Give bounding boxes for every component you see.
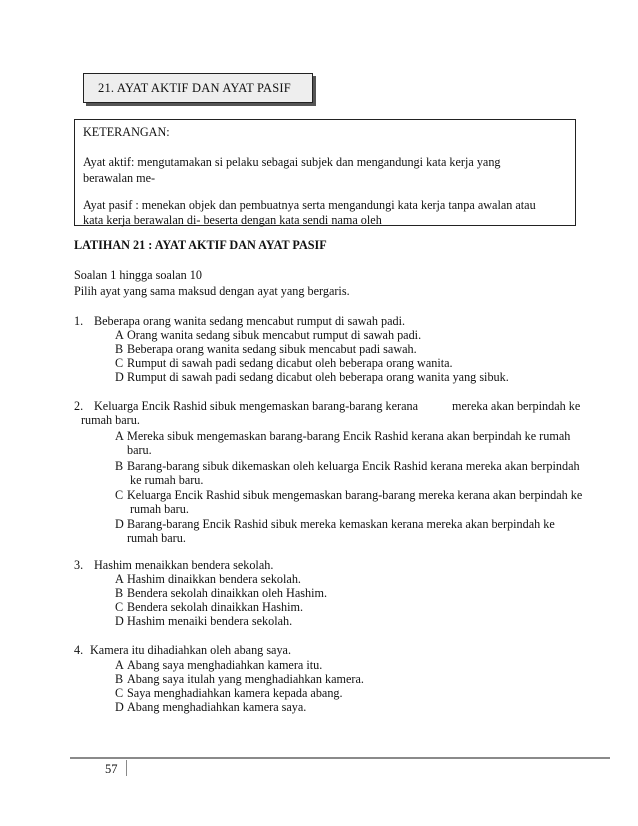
option-text: Mereka sibuk mengemaskan barang-barang Encik Rashid kerana akan berpindah ke rumah: [127, 429, 571, 443]
option-text: Abang menghadiahkan kamera saya.: [127, 700, 307, 714]
option-text: Abang saya itulah yang menghadiahkan kamera.: [127, 672, 364, 686]
option-text-cont: baru.: [127, 443, 152, 457]
option-text: Rumput di sawah padi sedang dicabut oleh beberapa orang wanita.: [127, 356, 453, 370]
option-letter: C: [115, 686, 124, 700]
option-text: Hashim menaiki bendera sekolah.: [127, 614, 293, 628]
question-4-number: 4.: [74, 643, 84, 657]
option-letter: B: [115, 342, 124, 356]
option-letter: D: [115, 700, 124, 714]
option-text: Rumput di sawah padi sedang dicabut oleh beberapa orang wanita yang sibuk.: [127, 370, 509, 384]
option-letter: C: [115, 488, 124, 502]
option-text-cont: ke rumah baru.: [130, 473, 204, 487]
page-number-separator: [126, 760, 127, 776]
explanation-heading: KETERANGAN:: [83, 125, 170, 139]
option-text: Keluarga Encik Rashid sibuk mengemaskan barang-barang mereka kerana akan berpindah ke: [127, 488, 583, 502]
question-2-stem-line1: Keluarga Encik Rashid sibuk mengemaskan barang-barang kerana: [94, 399, 418, 413]
option-letter: A: [115, 328, 124, 342]
question-4-stem: Kamera itu dihadiahkan oleh abang saya.: [90, 643, 292, 657]
question-2-number: 2.: [74, 399, 84, 413]
question-1-number: 1.: [74, 314, 84, 328]
option-text: Abang saya menghadiahkan kamera itu.: [127, 658, 323, 672]
option-text: Bendera sekolah dinaikkan Hashim.: [127, 600, 303, 614]
exercise-range: Soalan 1 hingga soalan 10: [74, 268, 202, 282]
exercise-instruction: Pilih ayat yang sama maksud dengan ayat yang bergaris.: [74, 284, 350, 298]
option-text: Barang-barang sibuk dikemaskan oleh keluarga Encik Rashid kerana mereka akan berpindah: [127, 459, 580, 473]
option-text: Orang wanita sedang sibuk mencabut rumput di sawah padi.: [127, 328, 422, 342]
question-3-number: 3.: [74, 558, 84, 572]
option-letter: A: [115, 572, 124, 586]
option-letter: C: [115, 600, 124, 614]
option-text-cont: rumah baru.: [130, 502, 189, 516]
option-letter: D: [115, 614, 124, 628]
page-number: 57: [105, 762, 118, 776]
question-1-stem: Beberapa orang wanita sedang mencabut rumput di sawah padi.: [94, 314, 406, 328]
pasif-definition-line1: Ayat pasif : menekan objek dan pembuatnya serta mengandungi kata kerja tanpa awalan atau: [83, 198, 536, 212]
option-letter: B: [115, 672, 124, 686]
exercise-heading: LATIHAN 21 : AYAT AKTIF DAN AYAT PASIF: [74, 238, 327, 252]
question-2-stem-line1-end: mereka akan berpindah ke: [452, 399, 581, 413]
option-letter: A: [115, 658, 124, 672]
footer-divider: [70, 757, 610, 759]
option-text: Beberapa orang wanita sedang sibuk mencabut padi sawah.: [127, 342, 417, 356]
option-letter: D: [115, 370, 124, 384]
question-2-stem-line2: rumah baru.: [81, 413, 140, 427]
option-letter: B: [115, 586, 124, 600]
option-letter: C: [115, 356, 124, 370]
pasif-definition-line2: kata kerja berawalan di- beserta dengan kata sendi nama oleh: [83, 213, 382, 227]
option-letter: B: [115, 459, 124, 473]
aktif-definition-line1: Ayat aktif: mengutamakan si pelaku sebagai subjek dan mengandungi kata kerja yang: [83, 155, 501, 169]
option-letter: A: [115, 429, 124, 443]
option-text-cont: rumah baru.: [127, 531, 186, 545]
option-text: Saya menghadiahkan kamera kepada abang.: [127, 686, 343, 700]
aktif-definition-line2: berawalan me-: [83, 171, 156, 185]
question-3-stem: Hashim menaikkan bendera sekolah.: [94, 558, 274, 572]
option-letter: D: [115, 517, 124, 531]
option-text: Bendera sekolah dinaikkan oleh Hashim.: [127, 586, 328, 600]
option-text: Hashim dinaikkan bendera sekolah.: [127, 572, 301, 586]
option-text: Barang-barang Encik Rashid sibuk mereka kemaskan kerana mereka akan berpindah ke: [127, 517, 555, 531]
section-title-box: [83, 73, 313, 103]
section-title: 21. AYAT AKTIF DAN AYAT PASIF: [98, 81, 291, 95]
